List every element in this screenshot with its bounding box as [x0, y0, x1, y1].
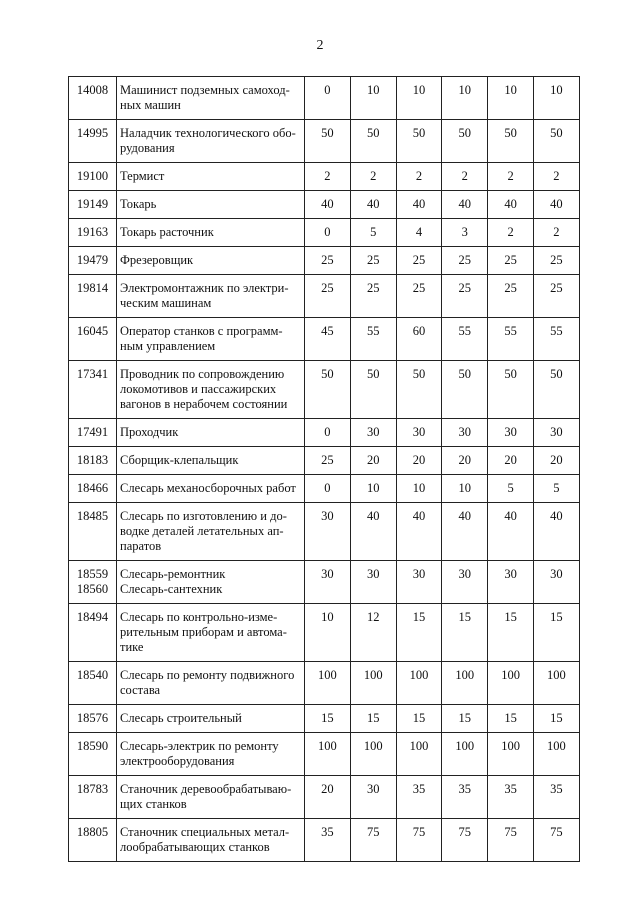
value-cell: 5	[350, 219, 396, 247]
profession-name-line: щих станков	[120, 797, 187, 811]
value-cell: 10	[350, 475, 396, 503]
value-cell: 25	[305, 447, 351, 475]
profession-name-line: рудования	[120, 141, 175, 155]
value-cell: 50	[350, 120, 396, 163]
value-cell: 40	[442, 191, 488, 219]
value-cell: 50	[533, 120, 579, 163]
value-cell: 25	[305, 247, 351, 275]
value-cell: 0	[305, 77, 351, 120]
value-cell: 75	[350, 819, 396, 862]
table-row	[69, 163, 580, 191]
value-cell: 100	[488, 733, 534, 776]
profession-name-line: Электромонтажник по электри-	[120, 281, 289, 295]
value-cell: 50	[488, 361, 534, 419]
profession-name-line: состава	[120, 683, 161, 697]
profession-name-line: вагонов в нерабочем состоянии	[120, 397, 288, 411]
value-cell: 2	[533, 163, 579, 191]
profession-code-cell	[69, 503, 117, 561]
value-cell: 100	[305, 733, 351, 776]
value-cell: 20	[488, 447, 534, 475]
profession-name-cell	[117, 219, 305, 247]
value-cell: 2	[533, 219, 579, 247]
table-row	[69, 419, 580, 447]
profession-code: 18540	[76, 668, 109, 682]
value-cell: 15	[305, 705, 351, 733]
value-cell: 15	[442, 604, 488, 662]
value-cell: 2	[350, 163, 396, 191]
value-cell: 2	[305, 163, 351, 191]
value-cell: 10	[396, 475, 442, 503]
value-cell: 15	[350, 705, 396, 733]
value-cell: 0	[305, 475, 351, 503]
value-cell: 100	[533, 733, 579, 776]
value-cell: 55	[488, 318, 534, 361]
value-cell: 25	[533, 247, 579, 275]
table-row	[69, 77, 580, 120]
profession-code: 18805	[76, 825, 109, 839]
profession-name-cell	[117, 503, 305, 561]
profession-code-cell	[69, 447, 117, 475]
value-cell: 10	[305, 604, 351, 662]
value-cell: 25	[442, 247, 488, 275]
profession-name-line: Слесарь строительный	[120, 711, 242, 725]
profession-name-line: Термист	[120, 169, 165, 183]
value-cell: 55	[533, 318, 579, 361]
profession-code: 18494	[76, 610, 109, 624]
page-number: 2	[316, 38, 324, 53]
profession-code: 17491	[76, 425, 109, 439]
value-cell: 2	[488, 163, 534, 191]
value-cell: 30	[350, 561, 396, 604]
value-cell: 15	[488, 604, 534, 662]
profession-code: 16045	[76, 324, 109, 338]
profession-code: 18183	[76, 453, 109, 467]
value-cell: 40	[488, 191, 534, 219]
profession-name-cell	[117, 275, 305, 318]
value-cell: 40	[350, 503, 396, 561]
value-cell: 50	[442, 361, 488, 419]
value-cell: 75	[442, 819, 488, 862]
value-cell: 20	[350, 447, 396, 475]
profession-code-cell	[69, 163, 117, 191]
value-cell: 55	[442, 318, 488, 361]
profession-name-cell	[117, 819, 305, 862]
profession-code: 18590	[76, 739, 109, 753]
profession-code: 19149	[76, 197, 109, 211]
value-cell: 10	[442, 475, 488, 503]
value-cell: 40	[442, 503, 488, 561]
profession-code: 19814	[76, 281, 109, 295]
profession-code-cell	[69, 318, 117, 361]
profession-table	[68, 76, 580, 862]
value-cell: 15	[533, 604, 579, 662]
value-cell: 30	[350, 419, 396, 447]
profession-code-cell	[69, 120, 117, 163]
value-cell: 10	[533, 77, 579, 120]
profession-code-cell	[69, 275, 117, 318]
profession-name-cell	[117, 77, 305, 120]
value-cell: 100	[396, 733, 442, 776]
value-cell: 100	[396, 662, 442, 705]
value-cell: 35	[488, 776, 534, 819]
table-row	[69, 447, 580, 475]
profession-name-line: Проходчик	[120, 425, 179, 439]
profession-name-line: Токарь расточник	[120, 225, 214, 239]
value-cell: 55	[350, 318, 396, 361]
profession-code: 14995	[76, 126, 109, 140]
profession-name-line: Слесарь-электрик по ремонту	[120, 739, 279, 753]
profession-name-line: Слесарь по ремонту подвижного	[120, 668, 295, 682]
value-cell: 30	[442, 419, 488, 447]
profession-name-line: водке деталей летательных ап-	[120, 524, 284, 538]
value-cell: 100	[442, 662, 488, 705]
value-cell: 30	[350, 776, 396, 819]
value-cell: 15	[442, 705, 488, 733]
table-row	[69, 120, 580, 163]
profession-name-line: Станочник специальных метал-	[120, 825, 290, 839]
value-cell: 40	[350, 191, 396, 219]
value-cell: 25	[396, 275, 442, 318]
value-cell: 100	[533, 662, 579, 705]
value-cell: 30	[488, 561, 534, 604]
profession-name-line: локомотивов и пассажирских	[120, 382, 277, 396]
value-cell: 40	[488, 503, 534, 561]
profession-name-cell	[117, 475, 305, 503]
value-cell: 75	[533, 819, 579, 862]
profession-code-cell	[69, 662, 117, 705]
value-cell: 12	[350, 604, 396, 662]
value-cell: 0	[305, 219, 351, 247]
profession-name-line: Фрезеровщик	[120, 253, 194, 267]
value-cell: 45	[305, 318, 351, 361]
value-cell: 40	[533, 191, 579, 219]
profession-name-cell	[117, 447, 305, 475]
value-cell: 50	[442, 120, 488, 163]
value-cell: 35	[533, 776, 579, 819]
value-cell: 25	[488, 275, 534, 318]
value-cell: 10	[488, 77, 534, 120]
profession-name-cell	[117, 705, 305, 733]
table-row	[69, 361, 580, 419]
value-cell: 10	[442, 77, 488, 120]
profession-name-line: Наладчик технологического обо-	[120, 126, 296, 140]
profession-name-line: Проводник по сопровождению	[120, 367, 285, 381]
profession-name-line: Машинист подземных самоход-	[120, 83, 290, 97]
profession-name-line: лообрабатывающих станков	[120, 840, 270, 854]
profession-code: 18560	[76, 582, 109, 596]
value-cell: 35	[442, 776, 488, 819]
profession-code-cell	[69, 733, 117, 776]
value-cell: 50	[350, 361, 396, 419]
profession-code-cell	[69, 219, 117, 247]
profession-name-cell	[117, 191, 305, 219]
value-cell: 30	[305, 503, 351, 561]
profession-name-cell	[117, 733, 305, 776]
profession-code: 14008	[76, 83, 109, 97]
value-cell: 25	[305, 275, 351, 318]
profession-name-line: электрооборудования	[120, 754, 235, 768]
value-cell: 50	[305, 120, 351, 163]
value-cell: 5	[533, 475, 579, 503]
profession-code-cell	[69, 561, 117, 604]
value-cell: 30	[488, 419, 534, 447]
profession-name-cell	[117, 120, 305, 163]
value-cell: 15	[396, 705, 442, 733]
table-row	[69, 733, 580, 776]
profession-code-cell	[69, 776, 117, 819]
value-cell: 3	[442, 219, 488, 247]
table-row	[69, 275, 580, 318]
value-cell: 2	[488, 219, 534, 247]
profession-code-cell	[69, 77, 117, 120]
profession-name-cell	[117, 662, 305, 705]
profession-name-line: Слесарь-ремонтник	[120, 567, 226, 581]
profession-name-line: паратов	[120, 539, 162, 553]
value-cell: 100	[488, 662, 534, 705]
value-cell: 35	[305, 819, 351, 862]
profession-name-cell	[117, 163, 305, 191]
profession-code-cell	[69, 819, 117, 862]
profession-name-cell	[117, 561, 305, 604]
table-row	[69, 318, 580, 361]
value-cell: 2	[396, 163, 442, 191]
value-cell: 25	[350, 247, 396, 275]
value-cell: 20	[305, 776, 351, 819]
profession-code: 19100	[76, 169, 109, 183]
value-cell: 25	[350, 275, 396, 318]
value-cell: 50	[305, 361, 351, 419]
value-cell: 25	[533, 275, 579, 318]
profession-name-cell	[117, 361, 305, 419]
profession-name-line: ным управлением	[120, 339, 216, 353]
profession-code-cell	[69, 475, 117, 503]
value-cell: 15	[488, 705, 534, 733]
value-cell: 15	[396, 604, 442, 662]
value-cell: 40	[396, 191, 442, 219]
profession-code-cell	[69, 419, 117, 447]
profession-name-line: ческим машинам	[120, 296, 212, 310]
profession-code-cell	[69, 247, 117, 275]
profession-name-cell	[117, 604, 305, 662]
value-cell: 30	[396, 561, 442, 604]
value-cell: 20	[533, 447, 579, 475]
table-row	[69, 604, 580, 662]
value-cell: 50	[396, 120, 442, 163]
value-cell: 0	[305, 419, 351, 447]
profession-code-cell	[69, 705, 117, 733]
value-cell: 30	[442, 561, 488, 604]
value-cell: 60	[396, 318, 442, 361]
profession-code: 18559	[76, 567, 109, 581]
profession-name-line: рительным приборам и автома-	[120, 625, 287, 639]
table-row	[69, 819, 580, 862]
value-cell: 25	[396, 247, 442, 275]
value-cell: 35	[396, 776, 442, 819]
value-cell: 20	[396, 447, 442, 475]
value-cell: 20	[442, 447, 488, 475]
value-cell: 30	[533, 561, 579, 604]
value-cell: 50	[533, 361, 579, 419]
value-cell: 2	[442, 163, 488, 191]
profession-name-line: Сборщик-клепальщик	[120, 453, 239, 467]
profession-name-line: Слесарь-сантехник	[120, 582, 223, 596]
value-cell: 50	[396, 361, 442, 419]
value-cell: 40	[533, 503, 579, 561]
table-row	[69, 776, 580, 819]
profession-code-cell	[69, 361, 117, 419]
profession-code-cell	[69, 604, 117, 662]
value-cell: 75	[396, 819, 442, 862]
profession-name-line: Слесарь по контрольно-изме-	[120, 610, 278, 624]
profession-code: 18485	[76, 509, 109, 523]
table-body	[69, 77, 580, 862]
profession-name-line: Оператор станков с программ-	[120, 324, 283, 338]
value-cell: 25	[488, 247, 534, 275]
profession-code: 17341	[76, 367, 109, 381]
table-row	[69, 219, 580, 247]
table-row	[69, 705, 580, 733]
profession-name-line: Слесарь по изготовлению и до-	[120, 509, 287, 523]
profession-name-line: тике	[120, 640, 144, 654]
value-cell: 100	[350, 733, 396, 776]
profession-name-cell	[117, 318, 305, 361]
table-row	[69, 475, 580, 503]
table-row	[69, 503, 580, 561]
profession-code: 18466	[76, 481, 109, 495]
value-cell: 100	[305, 662, 351, 705]
profession-code: 19163	[76, 225, 109, 239]
table-row	[69, 247, 580, 275]
value-cell: 10	[350, 77, 396, 120]
value-cell: 40	[396, 503, 442, 561]
profession-code-cell	[69, 191, 117, 219]
profession-name-line: Слесарь механосборочных работ	[120, 481, 296, 495]
value-cell: 5	[488, 475, 534, 503]
value-cell: 75	[488, 819, 534, 862]
profession-name-line: Токарь	[120, 197, 157, 211]
table-row	[69, 191, 580, 219]
value-cell: 30	[305, 561, 351, 604]
profession-name-line: ных машин	[120, 98, 181, 112]
value-cell: 25	[442, 275, 488, 318]
value-cell: 100	[442, 733, 488, 776]
value-cell: 40	[305, 191, 351, 219]
value-cell: 4	[396, 219, 442, 247]
value-cell: 10	[396, 77, 442, 120]
table-row	[69, 561, 580, 604]
profession-code: 18783	[76, 782, 109, 796]
table-row	[69, 662, 580, 705]
value-cell: 30	[533, 419, 579, 447]
value-cell: 100	[350, 662, 396, 705]
profession-code: 18576	[76, 711, 109, 725]
profession-name-cell	[117, 776, 305, 819]
value-cell: 50	[488, 120, 534, 163]
value-cell: 30	[396, 419, 442, 447]
profession-name-cell	[117, 247, 305, 275]
profession-code: 19479	[76, 253, 109, 267]
profession-name-line: Станочник деревообрабатываю-	[120, 782, 292, 796]
value-cell: 15	[533, 705, 579, 733]
profession-name-cell	[117, 419, 305, 447]
